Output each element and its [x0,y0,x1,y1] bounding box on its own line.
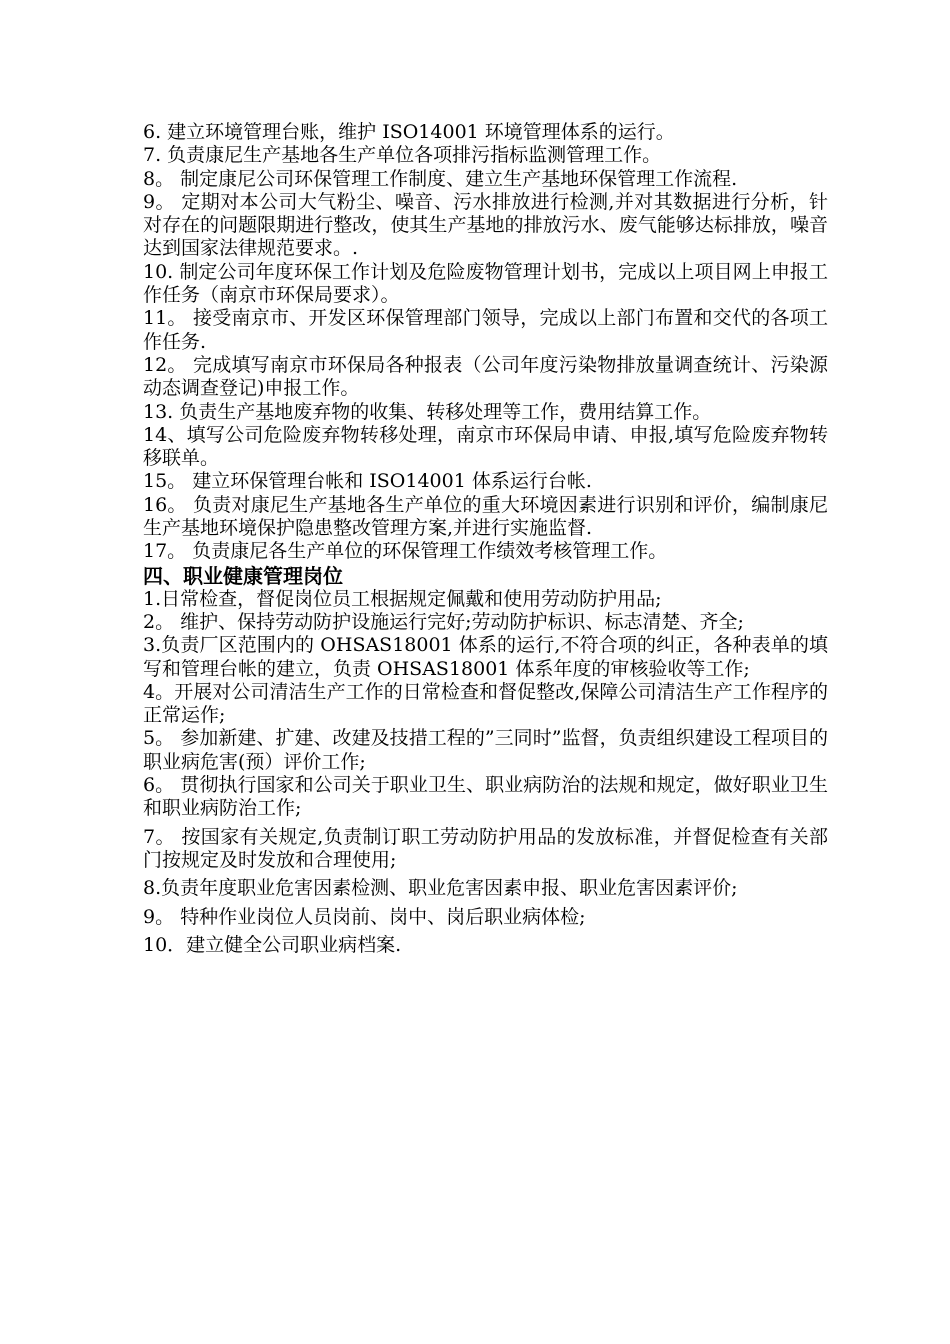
health-item-4: 4。开展对公司清洁生产工作的日常检查和督促整改,保障公司清洁生产工作程序的正常运作; [143,680,828,727]
paragraph-item-9: 9。 定期对本公司大气粉尘、噪音、污水排放进行检测,并对其数据进行分析，针对存在的问题限期进行整改，使其生产基地的排放污水、废气能够达标排放，噪音达到国家法律规范要求。. [143,190,828,260]
paragraph-item-16: 16。 负责对康尼生产基地各生产单位的重大环境因素进行识别和评价，编制康尼生产基地环境保护隐患整改管理方案,并进行实施监督. [143,493,828,540]
paragraph-item-17: 17。 负责康尼各生产单位的环保管理工作绩效考核管理工作。 [143,540,668,563]
paragraph-item-8: 8。 制定康尼公司环保管理工作制度、建立生产基地环保管理工作流程. [143,167,738,190]
health-item-9: 9。 特种作业岗位人员岗前、岗中、岗后职业病体检; [143,905,586,928]
paragraph-item-13: 13. 负责生产基地废弃物的收集、转移处理等工作，费用结算工作。 [143,400,712,423]
health-item-6: 6。 贯彻执行国家和公司关于职业卫生、职业病防治的法规和规定，做好职业卫生和职业病防治工作; [143,774,828,820]
paragraph-item-10: 10. 制定公司年度环保工作计划及危险废物管理计划书，完成以上项目网上申报工作任务（南京市环保局要求）。 [143,260,828,307]
paragraph-item-11: 11。 接受南京市、开发区环保管理部门领导，完成以上部门布置和交代的各项工作任务. [143,307,828,353]
health-item-8: 8.负责年度职业危害因素检测、职业危害因素申报、职业危害因素评价; [143,877,738,900]
health-item-5: 5。 参加新建、扩建、改建及技措工程的”三同时”监督，负责组织建设工程项目的职业病危害(预）评价工作; [143,727,828,773]
health-item-10: 10．建立健全公司职业病档案. [143,933,402,956]
document-page [143,121,828,957]
paragraph-item-15: 15。 建立环保管理台帐和 ISO14001 体系运行台帐. [143,470,592,493]
paragraph-item-12: 12。 完成填写南京市环保局各种报表（公司年度污染物排放量调查统计、污染源动态调查登记)申报工作。 [143,353,828,400]
section-heading: 四、职业健康管理岗位 [143,563,343,588]
health-item-3: 3.负责厂区范围内的 OHSAS18001 体系的运行,不符合项的纠正，各种表单的填写和管理台帐的建立，负责 OHSAS18001 体系年度的审核验收等工作; [143,634,828,680]
paragraph-item-7: 7. 负责康尼生产基地各生产单位各项排污指标监测管理工作。 [143,144,662,167]
health-item-7: 7。 按国家有关规定,负责制订职工劳动防护用品的发放标准，并督促检查有关部门按规定及时发放和合理使用; [143,825,828,871]
paragraph-item-14: 14、填写公司危险废弃物转移处理，南京市环保局申请、申报,填写危险废弃物转移联单。 [143,423,828,470]
paragraph-item-6: 6. 建立环境管理台账，维护 ISO14001 环境管理体系的运行。 [143,121,675,143]
health-item-2: 2。 维护、保持劳动防护设施运行完好;劳动防护标识、标志清楚、齐全; [143,610,744,633]
health-item-1: 1.日常检查，督促岗位员工根据规定佩戴和使用劳动防护用品; [143,587,662,610]
